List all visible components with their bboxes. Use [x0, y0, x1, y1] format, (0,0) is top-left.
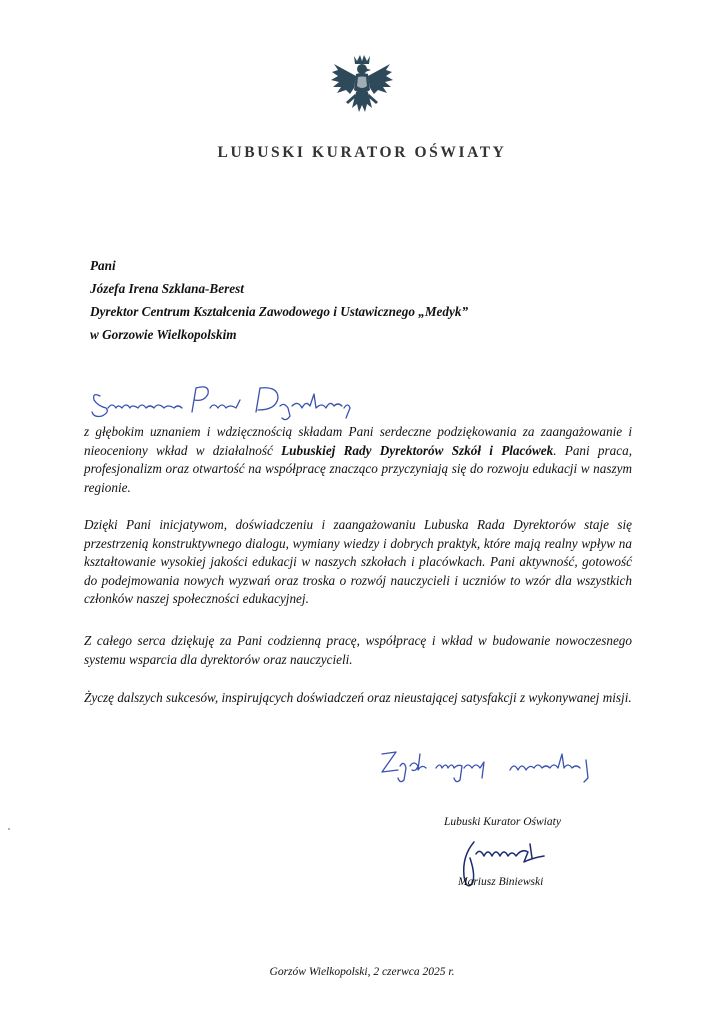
paragraph-initiatives: Dzięki Pani inicjatywom, doświadczeniu i zaangażowaniu Lubuska Rada Dyrektorów staje się przestrzenią konstruktywnego dialogu, wymiany wiedzy i dobrych praktyk, które mają realny wpływ na kształtowanie wysokiej jakości edukacji w naszych szkołach i placówkach. Pani aktywność, gotowość do podejmowania nowych wyzwań oraz troska o rozwój nauczycieli i uczniów to wzór dla wszystkich członków naszej społeczności edukacyjnej.	[84, 517, 632, 606]
signatory-title: Lubuski Kurator Oświaty	[444, 816, 561, 828]
addressee-block	[90, 254, 468, 346]
paragraph-gratitude: Z całego serca dziękuję za Pani codzienną pracę, współpracę i wkład w budowanie nowoczesnego systemu wsparcia dla dyrektorów oraz nauczycieli.	[84, 633, 632, 667]
scan-speck	[8, 828, 10, 830]
paragraph-wishes: Życzę dalszych sukcesów, inspirujących doświadczeń oraz nieustającej satysfakcji z wykonywanej misji.	[84, 690, 632, 705]
paragraph-thanks: z głębokim uznaniem i wdzięcznością składam Pani serdeczne podziękowania za zaangażowanie i nieoceniony wkład w działalność Lubuskiej Rady Dyrektorów Szkół i Placówek. Pani praca, profesjonalizm oraz otwartość na współpracę znacząco przyczyniają się do rozwoju edukacji w naszym regionie.	[84, 424, 632, 495]
polish-eagle-emblem-icon	[326, 50, 398, 122]
handwritten-salutation	[88, 378, 358, 426]
addressee-line-name: Józefa Irena Szklana-Berest	[90, 281, 244, 296]
addressee-line-title: Pani	[90, 258, 116, 273]
institution-heading: LUBUSKI KURATOR OŚWIATY	[217, 144, 507, 161]
council-name: Lubuskiej Rady Dyrektorów Szkół i Placówek	[281, 442, 554, 458]
signatory-name: Mariusz Biniewski	[458, 876, 544, 888]
place-and-date: Gorzów Wielkopolski, 2 czerwca 2025 r.	[269, 966, 455, 978]
handwritten-closing	[376, 740, 608, 784]
addressee-line-city: w Gorzowie Wielkopolskim	[90, 327, 237, 342]
addressee-line-position: Dyrektor Centrum Kształcenia Zawodowego i Ustawicznego „Medyk”	[90, 304, 469, 319]
